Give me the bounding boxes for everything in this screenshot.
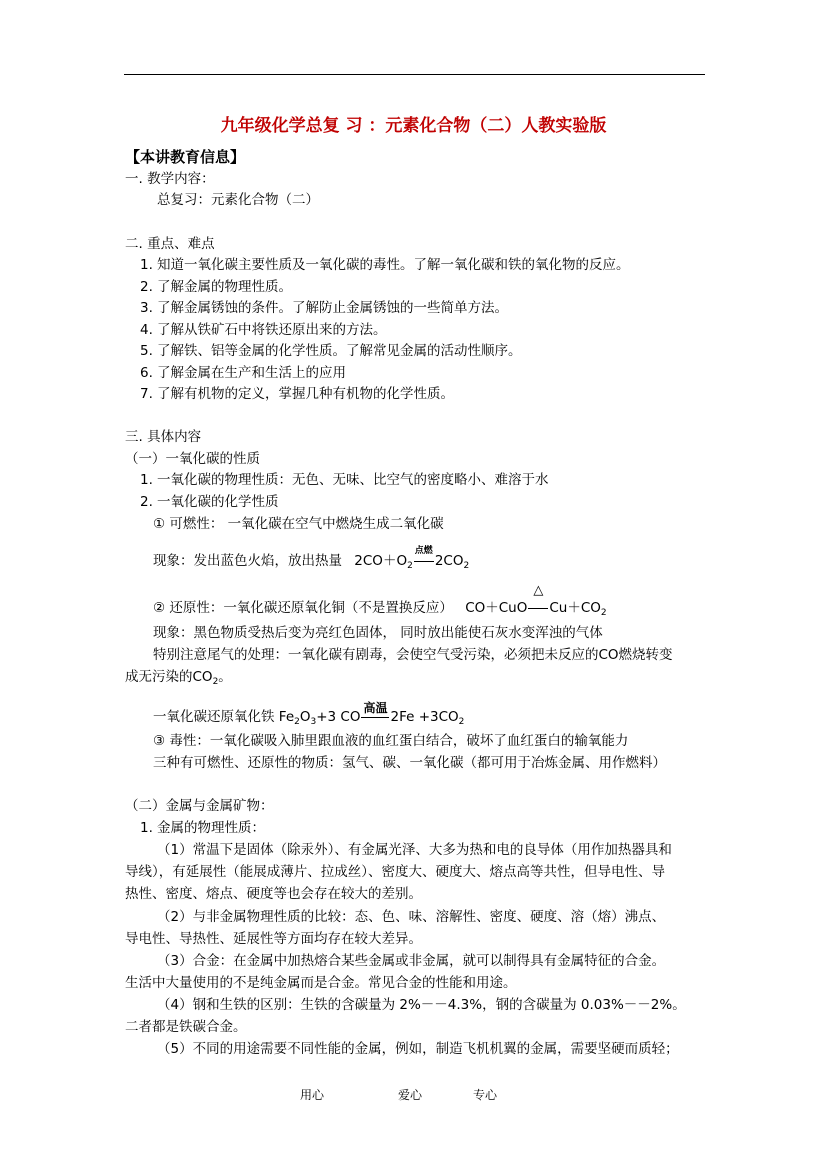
key-point-text: 了解金属在生产和生活上的应用 [157, 364, 346, 381]
eq2-right: Cu＋CO [549, 600, 601, 616]
metal-paragraph-line: 生活中大量使用的不是纯金属而是合金。常见合金的性能和用途。 [125, 975, 517, 991]
p1-item1-num: 1. [140, 472, 153, 488]
p2-item1-num: 1. [140, 820, 153, 836]
combustibility: ① 可燃性： 一氧化碳在空气中燃烧生成二氧化碳 [153, 516, 444, 532]
eq1-condition [414, 546, 434, 570]
key-point-number: 1. [140, 257, 153, 273]
eq2-left: CO＋CuO [465, 600, 528, 616]
key-point-number: 3. [140, 300, 153, 316]
metal-paragraph-line: 热性、密度、熔点、硬度等也会存在较大的差别。 [125, 886, 422, 902]
equation-1 [354, 546, 470, 571]
eq2-right-sub: 2 [600, 608, 607, 618]
metal-paragraph-line: 二者都是铁碳合金。 [125, 1019, 247, 1035]
key-point-number: 2. [140, 278, 153, 295]
eq1-arrow [414, 561, 434, 562]
eq1-left: 2CO＋O [354, 553, 408, 569]
eq3-right-sub: 2 [458, 717, 465, 727]
p2-heading: （二）金属与金属矿物： [125, 798, 274, 814]
metal-paragraph-line: （2）与非金属物理性质的比较：态、色、味、溶解性、密度、硬度、溶（熔）沸点、 [157, 909, 666, 925]
key-point-number: 4. [140, 321, 153, 338]
eq3-condition [361, 701, 389, 726]
tail-gas-line-2 [125, 668, 232, 691]
key-point-text: 了解金属锈蚀的条件。了解防止金属锈蚀的一些简单方法。 [157, 300, 508, 316]
key-point-text: 了解金属的物理性质。 [157, 278, 292, 295]
phenomenon-2: 现象：黑色物质受热后变为亮红色固体， 同时放出能使石灰水变浑浊的气体 [153, 625, 603, 641]
key-point-number: 5. [140, 343, 153, 359]
metal-paragraph-line: 导线），有延展性（能展成薄片、拉成丝）、密度大、硬度大、熔点高等共性，但导电性、导 [125, 864, 665, 880]
eq3-o: O [299, 709, 311, 725]
page-title: 九年级化学总复 习 ：元素化合物（二）人教实验版 [220, 116, 607, 136]
eq3-arrow [361, 717, 389, 718]
metal-paragraph-line: （5）不同的用途需要不同性能的金属，例如，制造飞机机翼的金属，需要坚硬而质轻； [157, 1041, 679, 1057]
key-point-text: 知道一氧化碳主要性质及一氧化碳的毒性。了解一氧化碳和铁的氧化物的反应。 [157, 257, 630, 273]
key-point-number: 6. [140, 364, 153, 381]
eq3-condition-label: 高温 [363, 701, 388, 715]
p1-item2: 一氧化碳的化学性质 [157, 494, 279, 510]
s1-heading: 一. 教学内容： [125, 171, 215, 187]
p1-item1: 一氧化碳的物理性质：无色、无味、比空气的密度略小、难溶于水 [157, 472, 549, 488]
tail-gas-sub: 2 [212, 677, 219, 687]
footer-text-1: 用心 [300, 1088, 325, 1102]
eq3-right: 2Fe +3CO [390, 709, 459, 725]
metal-paragraph-line: （4）钢和生铁的区别：生铁的含碳量为 2%－－4.3%，钢的含碳量为 0.03%－－2%。 [157, 997, 686, 1013]
tail-gas-text: 成无污染的CO [125, 669, 213, 685]
p1-heading: （一）一氧化碳的性质 [125, 451, 260, 467]
footer-text-2: 爱心 [398, 1088, 423, 1102]
three-substances: 三种有可燃性、还原性的物质：氢气、碳、一氧化碳（都可用于冶炼金属、用作燃料） [153, 755, 666, 771]
p1-item2-num: 2. [140, 494, 153, 510]
metal-paragraph-line: （3）合金：在金属中加热熔合某些金属或非金属，就可以制得具有金属特征的合金。 [157, 953, 666, 969]
footer-text-3: 专心 [473, 1088, 498, 1102]
eq2-condition [528, 583, 548, 617]
iron-label: 一氧化碳还原氧化铁 Fe [153, 709, 295, 725]
header-rule [124, 74, 705, 75]
eq1-right: 2CO [434, 553, 464, 569]
eq1-right-sub: 2 [463, 561, 470, 571]
s1-content: 总复习：元素化合物（二） [157, 192, 319, 208]
phenomenon-1-text: 现象：发出蓝色火焰，放出热量 [153, 553, 342, 569]
eq3-sub2: 3 [310, 717, 317, 727]
reducibility-text: ② 还原性：一氧化碳还原氧化铜（不是置换反应） [153, 600, 453, 616]
eq1-left-sub: 2 [407, 561, 413, 571]
tail-gas-end: 。 [218, 669, 232, 685]
eq1-condition-label: 点燃 [414, 546, 433, 556]
eq2-arrow [528, 608, 548, 609]
metal-paragraph-line: （1）常温下是固体（除汞外）、有金属光泽、大多为热和电的良导体（用作加热器具和 [157, 842, 672, 858]
eq3-rest: +3 CO [316, 709, 361, 725]
s2-heading: 二. 重点、难点 [125, 236, 215, 252]
key-point-text: 了解有机物的定义，掌握几种有机物的化学性质。 [157, 386, 454, 402]
key-point-text: 了解从铁矿石中将铁还原出来的方法。 [157, 321, 387, 338]
tail-gas-line-1: 特别注意尾气的处理：一氧化碳有剧毒，会使空气受污染，必须把未反应的CO燃烧转变 [153, 647, 673, 663]
phenomenon-1 [153, 546, 470, 575]
s3-heading: 三. 具体内容 [125, 429, 202, 445]
equation-2 [465, 583, 607, 618]
key-point-number: 7. [140, 386, 153, 402]
reducibility [153, 583, 607, 622]
key-point-text: 了解铁、铝等金属的化学性质。了解常见金属的活动性顺序。 [157, 343, 522, 359]
heat-triangle-icon: △ [533, 583, 544, 598]
metal-paragraph-line: 导电性、导热性、延展性等方面均存在较大差异。 [125, 931, 422, 947]
section-header: 【本讲教育信息】 [125, 148, 246, 166]
eq3-sub1: 2 [294, 717, 300, 727]
p2-item1: 金属的物理性质： [157, 820, 265, 836]
toxicity: ③ 毒性：一氧化碳吸入肺里跟血液的血红蛋白结合，破坏了血红蛋白的输氧能力 [153, 733, 629, 749]
iron-oxide-reduction [153, 701, 465, 731]
